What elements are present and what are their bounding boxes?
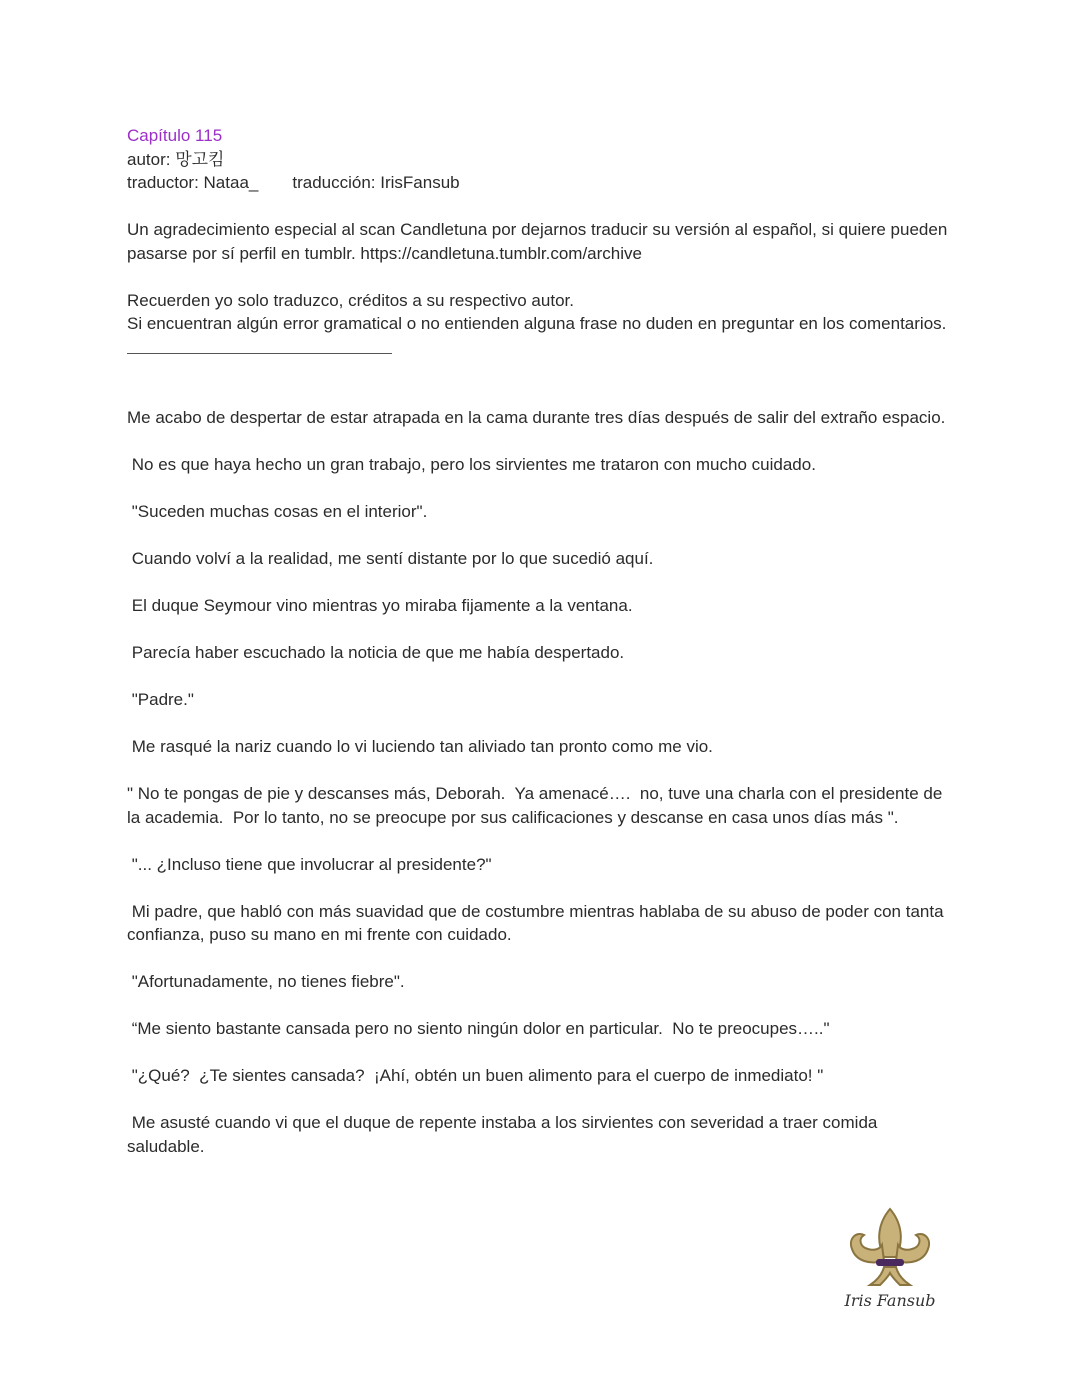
body-paragraph-11: Mi padre, que habló con más suavidad que de costumbre mientras hablaba de su abuso de poder con tanta confianza, puso su mano en mi frente con cuidado. [127,901,949,944]
chapter-title: Capítulo 115 [127,126,223,145]
body-paragraph-2: No es que haya hecho un gran trabajo, pero los sirvientes me trataron con mucho cuidado. [127,455,816,474]
body-paragraph-12: "Afortunadamente, no tienes fiebre". [127,972,405,991]
body-paragraph-7: "Padre." [127,690,194,709]
translation-credit: traducción: IrisFansub [292,173,460,192]
body-paragraph-13: “Me siento bastante cansada pero no siento ningún dolor en particular. No te preocupes….." [127,1019,830,1038]
credits-line [127,171,957,195]
body-paragraph-10: "... ¿Incluso tiene que involucrar al presidente?" [127,854,492,874]
translator-credit: traductor: Nataa_ [127,173,259,192]
body-paragraph-1: Me acabo de despertar de estar atrapada en la cama durante tres días después de salir del extraño espacio. [127,408,946,427]
note-credits: Recuerden yo solo traduzco, créditos a su respectivo autor. [127,290,574,310]
body-paragraph-5: El duque Seymour vino mientras yo miraba fijamente a la ventana. [127,596,633,615]
body-paragraph-9: " No te pongas de pie y descanses más, Deborah. Ya amenacé…. no, tuve una charla con el presidente de la academia. Por lo tanto, no se preocupe por sus calificaciones y descanse en casa unos días más ". [127,784,948,827]
separator-line [127,336,957,360]
body-paragraph-4: Cuando volví a la realidad, me sentí distante por lo que sucedió aquí. [127,549,654,568]
author-line: autor: 망고킴 [127,149,225,169]
body-paragraph-6: Parecía haber escuchado la noticia de que me había despertado. [127,643,625,662]
body-paragraph-3: "Suceden muchas cosas en el interior". [127,502,428,521]
body-paragraph-8: Me rasqué la nariz cuando lo vi luciendo tan aliviado tan pronto como me vio. [127,737,713,756]
logo-text: Iris Fansub [844,1291,936,1310]
body-paragraph-15: Me asusté cuando vi que el duque de repente instaba a los sirvientes con severidad a traer comida saludable. [127,1113,883,1156]
body-paragraph-14: "¿Qué? ¿Te sientes cansada? ¡Ahí, obtén un buen alimento para el cuerpo de inmediato! " [127,1066,824,1085]
document-body [127,124,957,1158]
note-errors: Si encuentran algún error gramatical o no entienden alguna frase no duden en preguntar en los comentarios. [127,314,947,333]
thanks-paragraph: Un agradecimiento especial al scan Candletuna por dejarnos traducir su versión al español, si quiere pueden pasarse por sí perfil en tumblr. https://candletuna.tumblr.com/archive [127,220,953,263]
iris-fansub-logo [840,1205,940,1315]
fleur-de-lis-icon [840,1205,940,1291]
